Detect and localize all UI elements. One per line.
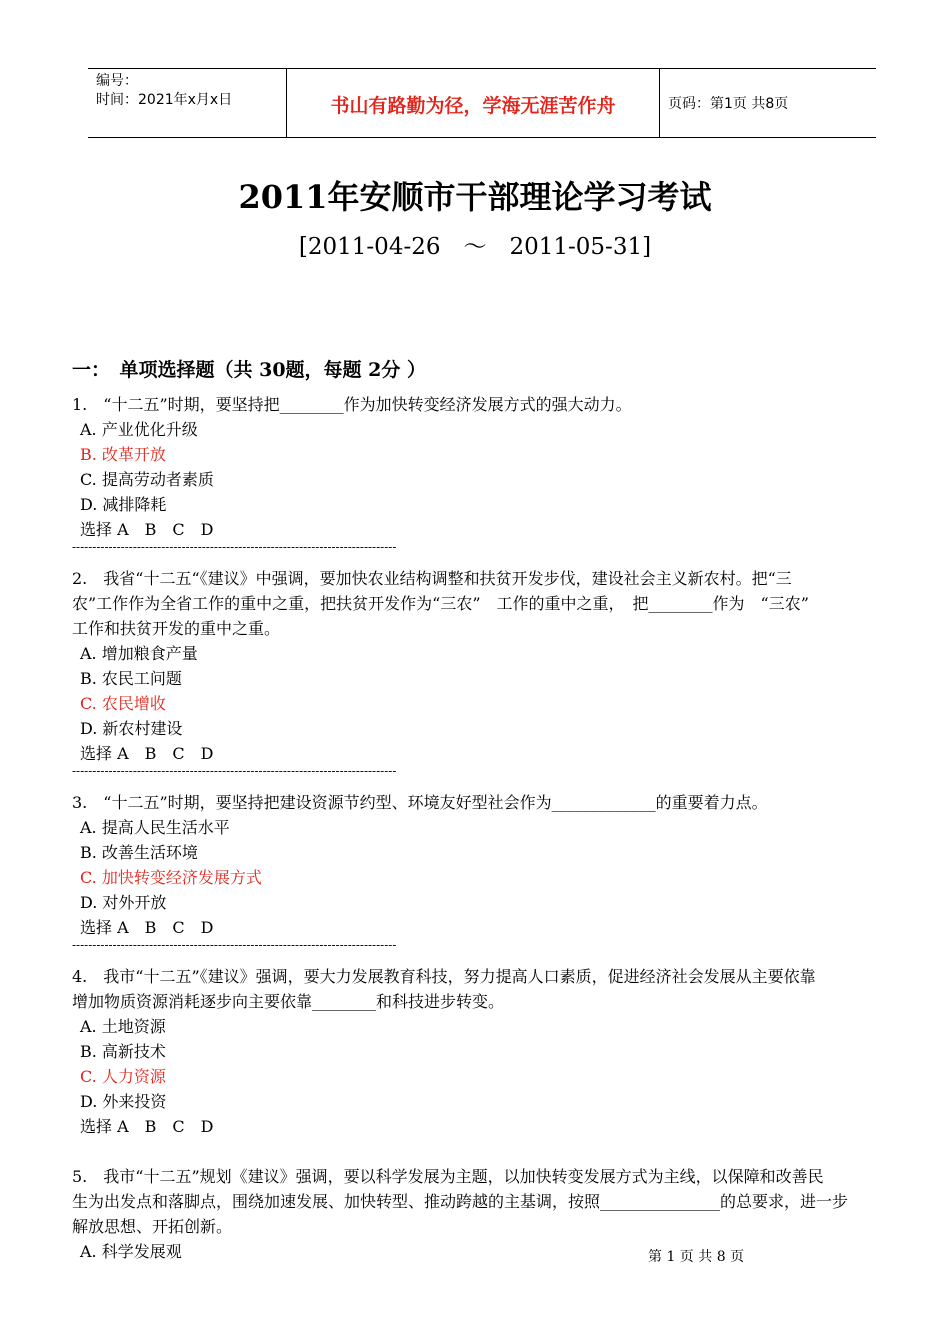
question-3-option-B[interactable]: B. 改善生活环境 [80, 843, 198, 862]
question-2-option-C[interactable]: C. 农民增收 [80, 694, 166, 713]
question-5-text: 5. 我市“十二五”规划《建议》强调，要以科学发展为主题，以加快转变发展方式为主线，以保障和改善民 [72, 1167, 824, 1186]
question-3-choice-row[interactable]: 选择 A B C D [80, 918, 214, 937]
header-motto-cell [287, 69, 660, 137]
question-2-text: 2. 我省“十二五“《建议》中强调，要加快农业结构调整和扶贫开发步伐，建设社会主义新农村。把“三 [72, 569, 792, 588]
question-1-choice-row[interactable]: 选择 A B C D [80, 520, 214, 539]
motto-text: 书山有路勤为径，学海无涯苦作舟 [330, 95, 616, 117]
question-2-option-D[interactable]: D. 新农村建设 [80, 719, 183, 738]
question-4-option-D[interactable]: D. 外来投资 [80, 1092, 167, 1111]
question-5-text: 生为出发点和落脚点，围绕加速发展、加快转型、推动跨越的主基调，按照_______________的总要求，进一步 [72, 1192, 849, 1211]
question-2-text: 农”工作作为全省工作的重中之重，把扶贫开发作为“三农” 工作的重中之重， 把________作为 “三农” [72, 594, 809, 613]
question-4-text: 4. 我市“十二五”《建议》强调，要大力发展教育科技，努力提高人口素质，促进经济社会发展从主要依靠 [72, 967, 816, 986]
page-info: 页码：第1页 共8页 [668, 96, 789, 112]
page-header [88, 68, 876, 138]
question-1-option-C[interactable]: C. 提高劳动者素质 [80, 470, 214, 489]
question-2-option-B[interactable]: B. 农民工问题 [80, 669, 182, 688]
question-separator: -------------------------------------------------------------------------------- [72, 540, 397, 554]
question-1-text: 1. “十二五”时期，要坚持把________作为加快转变经济发展方式的强大动力。 [72, 395, 632, 414]
question-5-text: 解放思想、开拓创新。 [72, 1217, 233, 1236]
section-heading: 一： 单项选择题（共 30题，每题 2分 ） [72, 359, 427, 381]
question-separator: -------------------------------------------------------------------------------- [72, 938, 397, 952]
question-3-option-A[interactable]: A. 提高人民生活水平 [80, 818, 230, 837]
question-4-choice-row[interactable]: 选择 A B C D [80, 1117, 214, 1136]
question-4-option-C[interactable]: C. 人力资源 [80, 1067, 166, 1086]
question-2-option-A[interactable]: A. 增加粮食产量 [80, 644, 198, 663]
exam-date-range: [2011-04-26 ～ 2011-05-31] [298, 234, 652, 260]
question-5-option-A[interactable]: A. 科学发展观 [80, 1242, 182, 1261]
header-page-cell [660, 69, 876, 137]
question-1-option-B[interactable]: B. 改革开放 [80, 445, 166, 464]
question-2-text: 工作和扶贫开发的重中之重。 [72, 619, 281, 638]
question-1-option-A[interactable]: A. 产业优化升级 [80, 420, 198, 439]
code-label: 编号： [96, 73, 138, 89]
exam-title: 2011年安顺市干部理论学习考试 [238, 178, 712, 216]
question-4-option-B[interactable]: B. 高新技术 [80, 1042, 166, 1061]
page-footer: 第 1 页 共 8 页 [648, 1249, 745, 1265]
question-3-option-C[interactable]: C. 加快转变经济发展方式 [80, 868, 262, 887]
question-separator: -------------------------------------------------------------------------------- [72, 764, 397, 778]
header-meta-cell [88, 69, 287, 137]
question-3-text: 3. “十二五”时期，要坚持把建设资源节约型、环境友好型社会作为_____________的重要着力点。 [72, 793, 768, 812]
question-3-option-D[interactable]: D. 对外开放 [80, 893, 167, 912]
question-1-option-D[interactable]: D. 减排降耗 [80, 495, 167, 514]
question-2-choice-row[interactable]: 选择 A B C D [80, 744, 214, 763]
time-label: 时间：2021年x月x日 [96, 92, 233, 108]
question-4-text: 增加物质资源消耗逐步向主要依靠________和科技进步转变。 [72, 992, 505, 1011]
question-4-option-A[interactable]: A. 土地资源 [80, 1017, 166, 1036]
